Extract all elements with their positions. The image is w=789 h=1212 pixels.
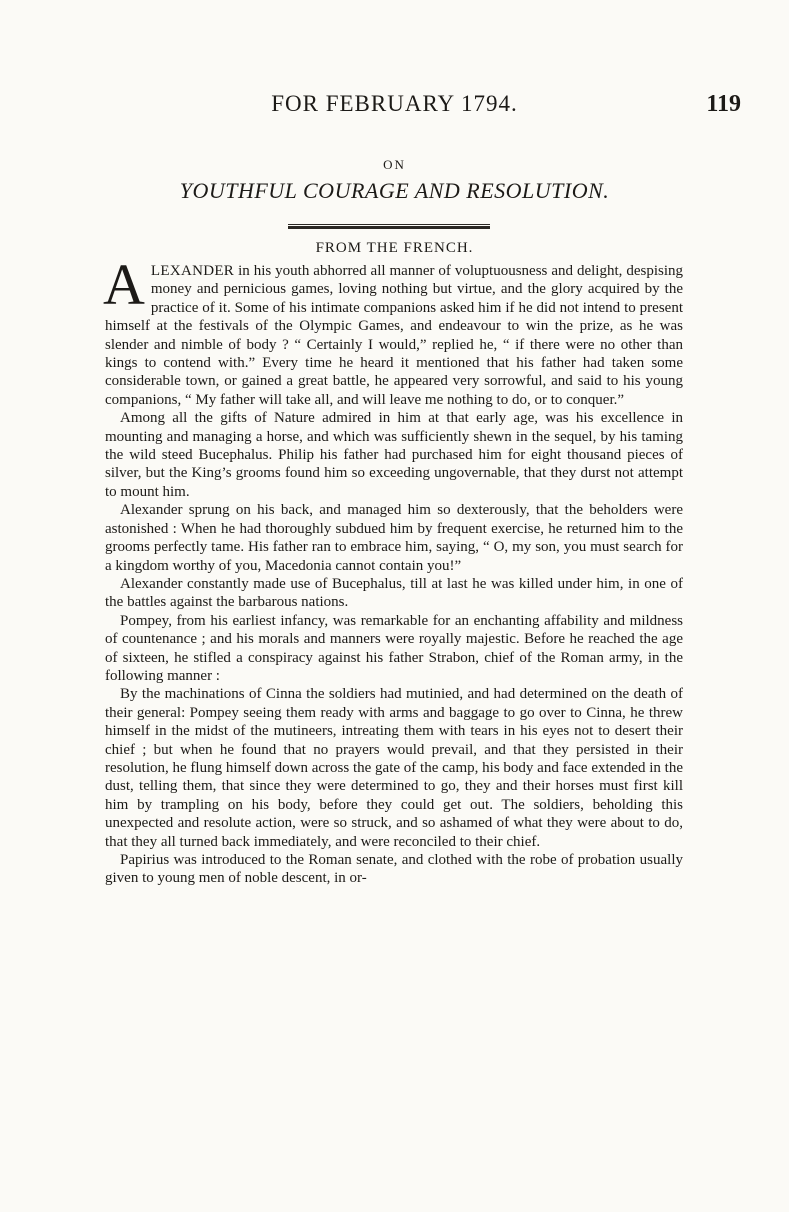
page-number: 119: [706, 91, 741, 117]
running-title: FOR FEBRUARY 1794.: [271, 91, 518, 116]
title-rule: [288, 224, 490, 229]
article-body: [103, 252, 683, 888]
lead-caps: LEXANDER: [150, 263, 235, 279]
paragraph: Alexander constantly made use of Bucephalus, till at last he was killed under him, in one of the battles against the barbarous nations.: [105, 575, 683, 611]
paragraph: Papirius was introduced to the Roman senate, and clothed with the robe of probation usually given to young men of noble descent, in or-: [105, 852, 683, 887]
source-line: FROM THE FRENCH.: [315, 240, 474, 256]
paragraph: Pompey, from his earliest infancy, was remarkable for an enchanting affability and mildness of countenance ; and his morals and manners were royally majestic. Before he reached the age of sixteen, he stifled a conspiracy against his father Strabon, chief of the Roman army, in the following manner :: [105, 612, 683, 684]
on-label: ON: [383, 157, 406, 172]
running-head: [0, 84, 789, 124]
article-title: YOUTHFUL COURAGE AND RESOLUTION.: [179, 178, 610, 203]
paragraph-text: in his youth abhorred all manner of voluptuousness and delight, despising money and pernicious games, loving nothing but virtue, and the glory acquired by the practice of it. Some of his intimate companions asked him if he did not intend to present himself at the festivals of the Olympic Games, and endeavour to win the prize, as he was slender and nimble of body ? “ Certainly I would,” replied he, “ if there were no other than kings to contend with.” Every time he heard it mentioned that his father had taken some considerable town, or gained a great battle, he appeared very sorrowful, and said to his young companions, “ My father will take all, and will leave me nothing to do, or to conquer.”: [105, 263, 683, 408]
paragraph: Alexander sprung on his back, and managed him so dexterously, that the beholders were astonished : When he had thoroughly subdued him by frequent exercise, he returned him to the grooms perfectly tame. His father ran to embrace him, saying, “ O, my son, you must search for a kingdom worthy of you, Macedonia cannot contain you!”: [105, 502, 683, 574]
drop-cap: A: [103, 252, 145, 317]
paragraph: By the machinations of Cinna the soldiers had mutinied, and had determined on the death of their general: Pompey seeing them ready with arms and baggage to go over to Cinna, he threw himself in the midst of the mutineers, intreating them with tears in his eyes not to desert their chief ; but when he found that no prayers would prevail, and that they persisted in their resolution, he flung himself down across the gate of the camp, his body and face extended in the dust, telling them, that since they were determined to go, they and their horses must first kill him by trampling on his body, before they could get out. The soldiers, beholding this unexpected and resolute action, were so struck, and so ashamed of what they were about to do, that they all turned back immediately, and were reconciled to their chief.: [105, 686, 683, 850]
paragraph: Among all the gifts of Nature admired in him at that early age, was his excellence in mounting and managing a horse, and which was sufficiently shewn in the sequel, by his taming the wild steed Bucephalus. Philip his father had purchased him for eight thousand pieces of silver, but the King’s grooms found him so exceeding ungovernable, that they durst not attempt to mount him.: [105, 410, 683, 500]
paragraph: [103, 252, 683, 409]
